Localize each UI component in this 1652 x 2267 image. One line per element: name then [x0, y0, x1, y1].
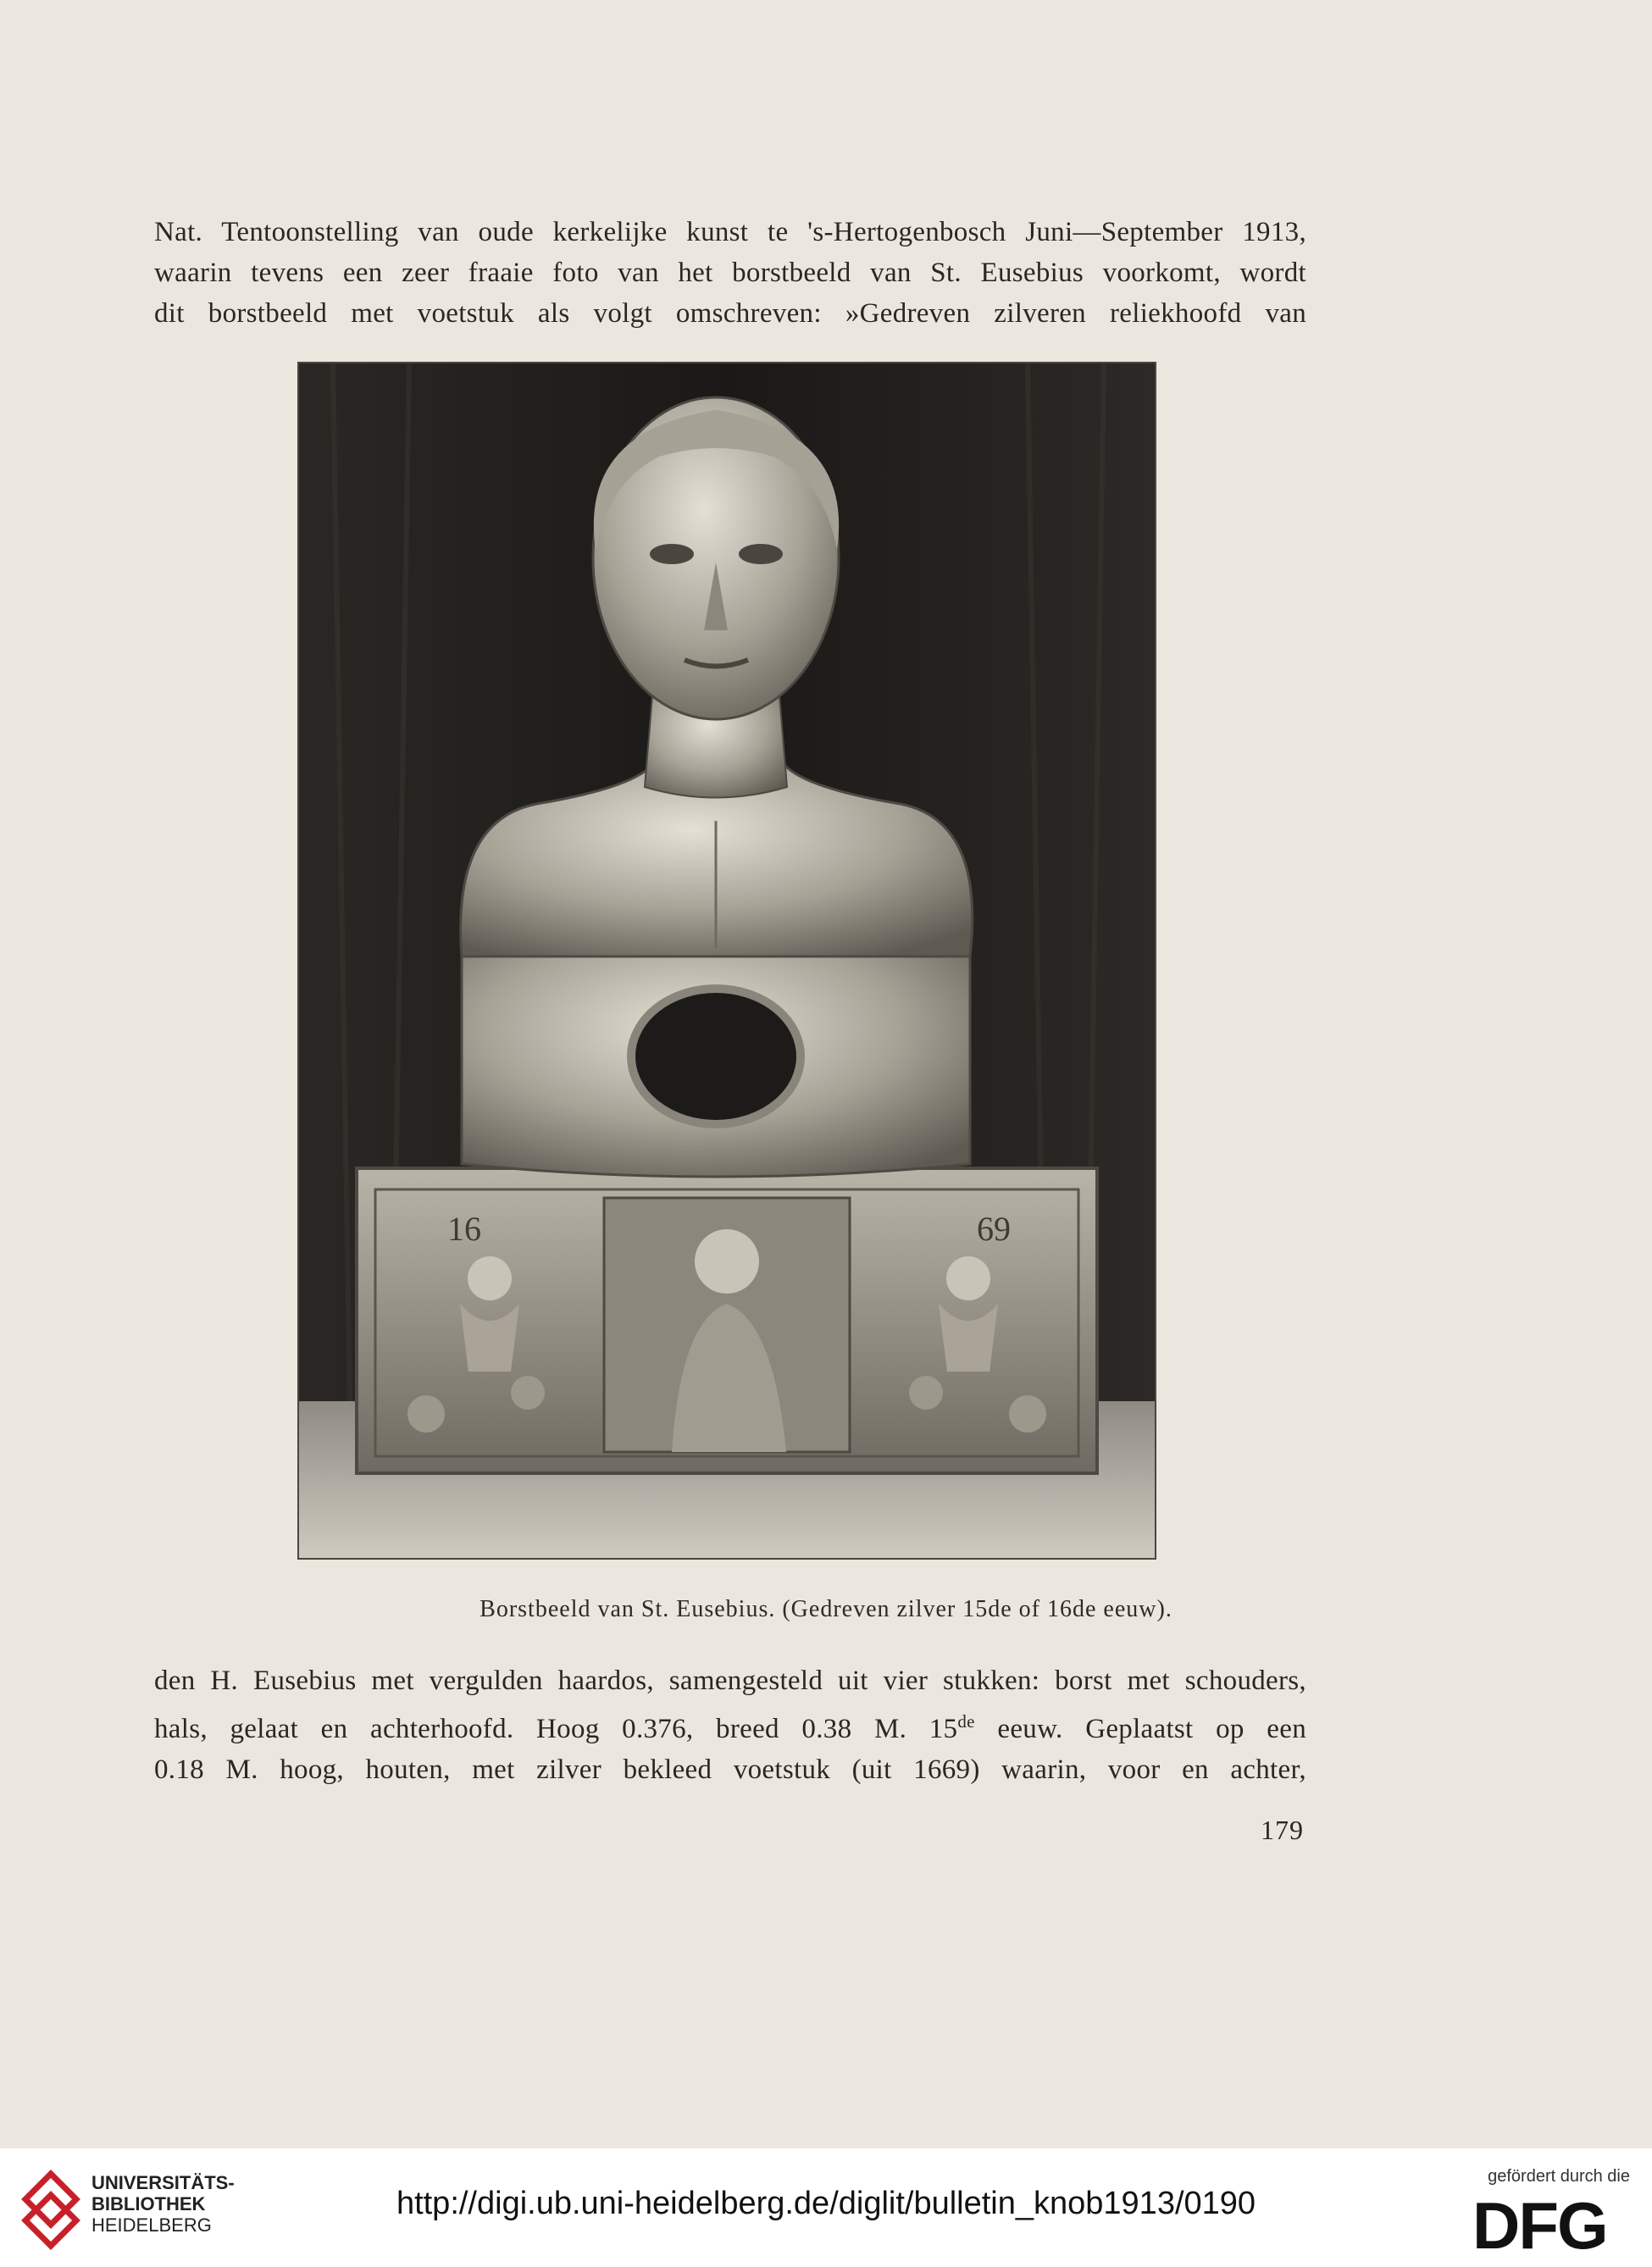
- digitization-footer: [0, 2148, 1652, 2267]
- superscript: de: [957, 1711, 975, 1732]
- text-line: den H. Eusebius met vergulden haardos, samengesteld uit vier stukken: borst met schouders,: [154, 1666, 1306, 1696]
- reliquary-bust-photo: [297, 362, 1156, 1560]
- page-number: 179: [1261, 1815, 1304, 1845]
- pedestal-date-left: 16: [447, 1210, 481, 1248]
- text-line: [154, 1701, 1306, 1749]
- permalink-url[interactable]: http://digi.ub.uni-heidelberg.de/diglit/bulletin_knob1913/0190: [396, 2186, 1256, 2221]
- pedestal-date-right: 69: [977, 1210, 1011, 1248]
- text-line: Nat. Tentoonstelling van oude kerkelijke kunst te 's-Hertogenbosch Juni—September 1913,: [154, 217, 1306, 247]
- body-paragraph-top: [154, 212, 1306, 334]
- text-line: dit borstbeeld met voetstuk als volgt omschreven: »Gedreven zilveren reliekhoofd van: [154, 298, 1306, 329]
- text-line: 0.18 M. hoog, houten, met zilver bekleed voetstuk (uit 1669) waarin, voor en achter,: [154, 1754, 1306, 1785]
- library-name-line: UNIVERSITÄTS-: [91, 2172, 235, 2193]
- text-line: waarin tevens een zeer fraaie foto van het borstbeeld van St. Eusebius voorkomt, wordt: [154, 258, 1306, 288]
- library-name-line: HEIDELBERG: [91, 2214, 212, 2236]
- funding-note: gefördert durch die: [1488, 2167, 1630, 2186]
- bust-illustration: [299, 363, 1155, 1558]
- body-paragraph-bottom: [154, 1660, 1306, 1790]
- figure-caption: Borstbeeld van St. Eusebius. (Gedreven zilver 15de of 16de eeuw).: [480, 1596, 1172, 1622]
- dfg-logo-text: DFG: [1472, 2192, 1607, 2253]
- library-name-line: BIBLIOTHEK: [91, 2193, 206, 2214]
- text-run: hals, gelaat en achterhoofd. Hoog 0.376, breed 0.38 M. 15: [154, 1714, 958, 1744]
- dfg-logo[interactable]: [1472, 2192, 1630, 2253]
- text-run: eeuw. Geplaatst op een: [974, 1714, 1306, 1744]
